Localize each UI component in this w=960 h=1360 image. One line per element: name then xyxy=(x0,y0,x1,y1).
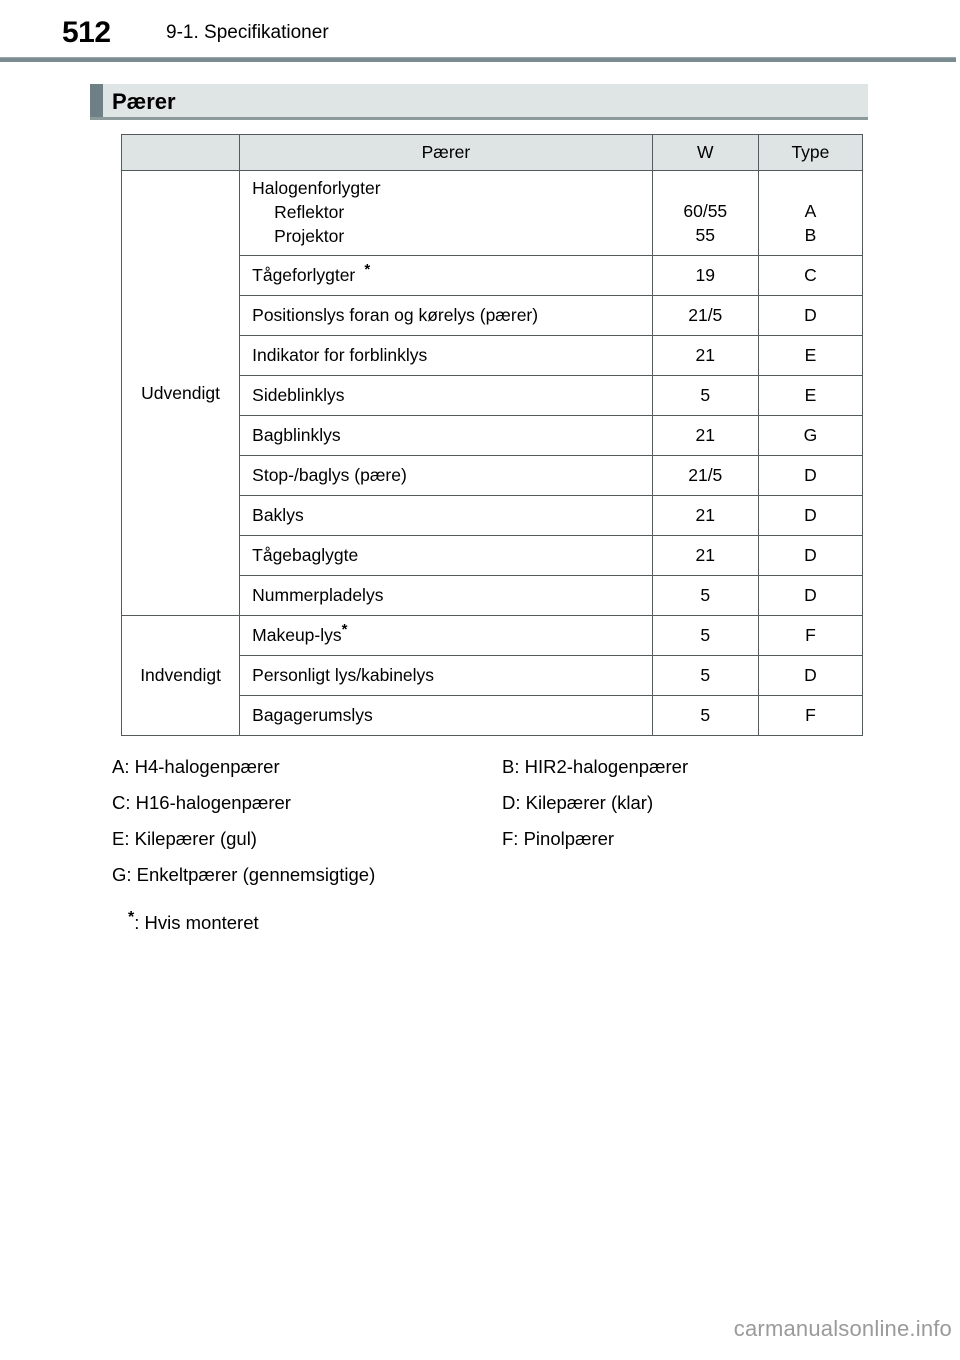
row-watt-license-plate: 5 xyxy=(652,576,758,616)
halogen-sub-projektor: Projektor xyxy=(274,225,345,246)
row-name-luggage: Bagagerumslys xyxy=(240,696,653,736)
row-watt-fog-lights: 19 xyxy=(652,256,758,296)
row-watt-personal-interior: 5 xyxy=(652,656,758,696)
row-type-rear-fog: D xyxy=(758,536,862,576)
halogen-watt-reflektor: 60/55 xyxy=(683,201,728,222)
bulb-specification-table xyxy=(121,134,863,736)
section-header-background xyxy=(90,84,868,117)
legend-entry-b: B: HIR2-halogenpærer xyxy=(502,756,689,777)
section-header xyxy=(90,84,868,117)
legend-entry-a: A: H4-halogenpærer xyxy=(112,756,280,777)
legend-entry-c: C: H16-halogenpærer xyxy=(112,792,291,813)
row-type-halogen-headlights xyxy=(758,171,862,256)
row-watt-reverse: 21 xyxy=(652,496,758,536)
row-watt-position-drl: 21/5 xyxy=(652,296,758,336)
row-watt-rear-fog: 21 xyxy=(652,536,758,576)
row-type-luggage: F xyxy=(758,696,862,736)
row-name-rear-fog: Tågebaglygte xyxy=(240,536,653,576)
legend xyxy=(112,756,812,934)
legend-entry-e: E: Kilepærer (gul) xyxy=(112,828,257,849)
row-watt-turn-indicator: 21 xyxy=(652,336,758,376)
halogen-type-projektor: B xyxy=(804,225,817,245)
section-header-accent-bar xyxy=(90,84,103,117)
row-type-vanity: F xyxy=(758,616,862,656)
row-type-turn-indicator: E xyxy=(758,336,862,376)
row-type-fog-lights: C xyxy=(758,256,862,296)
row-name-license-plate: Nummerpladelys xyxy=(240,576,653,616)
row-watt-vanity: 5 xyxy=(652,616,758,656)
legend-entry-g: G: Enkeltpærer (gennemsigtige) xyxy=(112,864,376,885)
halogen-title: Halogenforlygter xyxy=(252,178,381,199)
row-label: Makeup-lys xyxy=(252,625,342,645)
table-row xyxy=(122,616,863,656)
row-name-personal-interior: Personligt lys/kabinelys xyxy=(240,656,653,696)
section-header-underline xyxy=(90,117,868,120)
row-watt-rear-turn: 21 xyxy=(652,416,758,456)
row-name-stop-tail: Stop-/baglys (pære) xyxy=(240,456,653,496)
row-type-reverse: D xyxy=(758,496,862,536)
group-label-exterior: Udvendigt xyxy=(122,171,240,616)
row-type-license-plate: D xyxy=(758,576,862,616)
row-name-vanity xyxy=(240,616,653,656)
halogen-sub-reflektor: Reflektor xyxy=(274,202,345,223)
legend-row xyxy=(112,756,812,792)
halogen-type-reflektor: A xyxy=(804,201,817,222)
row-watt-stop-tail: 21/5 xyxy=(652,456,758,496)
column-header-type: Type xyxy=(758,135,862,171)
footnote-text: : Hvis monteret xyxy=(134,912,259,933)
table-header-row xyxy=(122,135,863,171)
row-type-personal-interior: D xyxy=(758,656,862,696)
row-type-rear-turn: G xyxy=(758,416,862,456)
row-type-position-drl: D xyxy=(758,296,862,336)
legend-footnote xyxy=(112,908,812,934)
page-header xyxy=(0,0,960,62)
legend-entry-f: F: Pinolpærer xyxy=(502,828,615,849)
column-header-bulb: Pærer xyxy=(240,135,653,171)
footnote-star-icon: * xyxy=(128,908,135,926)
halogen-watt-projektor: 55 xyxy=(695,225,715,245)
row-name-position-drl: Positionslys foran og kørelys (pærer) xyxy=(240,296,653,336)
row-type-side-turn: E xyxy=(758,376,862,416)
legend-entry-d: D: Kilepærer (klar) xyxy=(502,792,654,813)
page-title: 9-1. Specifikationer xyxy=(166,22,329,43)
column-header-group xyxy=(122,135,240,171)
row-watt-luggage: 5 xyxy=(652,696,758,736)
row-name-halogen-headlights xyxy=(240,171,653,256)
footnote-star-icon: * xyxy=(360,261,371,279)
row-name-reverse: Baklys xyxy=(240,496,653,536)
legend-row xyxy=(112,792,812,828)
row-name-rear-turn: Bagblinklys xyxy=(240,416,653,456)
footnote-star-icon: * xyxy=(341,621,348,639)
page-number: 512 xyxy=(62,16,111,49)
legend-row xyxy=(112,828,812,864)
row-type-stop-tail: D xyxy=(758,456,862,496)
row-name-side-turn: Sideblinklys xyxy=(240,376,653,416)
row-watt-halogen-headlights xyxy=(652,171,758,256)
row-name-fog-lights xyxy=(240,256,653,296)
watermark: carmanualsonline.info xyxy=(733,1316,952,1341)
group-label-interior: Indvendigt xyxy=(122,616,240,736)
column-header-watt: W xyxy=(652,135,758,171)
section-header-title: Pærer xyxy=(112,89,176,114)
row-label: Tågeforlygter xyxy=(252,265,356,285)
table-row xyxy=(122,171,863,256)
header-divider xyxy=(0,57,956,62)
row-name-turn-indicator: Indikator for forblinklys xyxy=(240,336,653,376)
row-watt-side-turn: 5 xyxy=(652,376,758,416)
legend-row xyxy=(112,864,812,900)
